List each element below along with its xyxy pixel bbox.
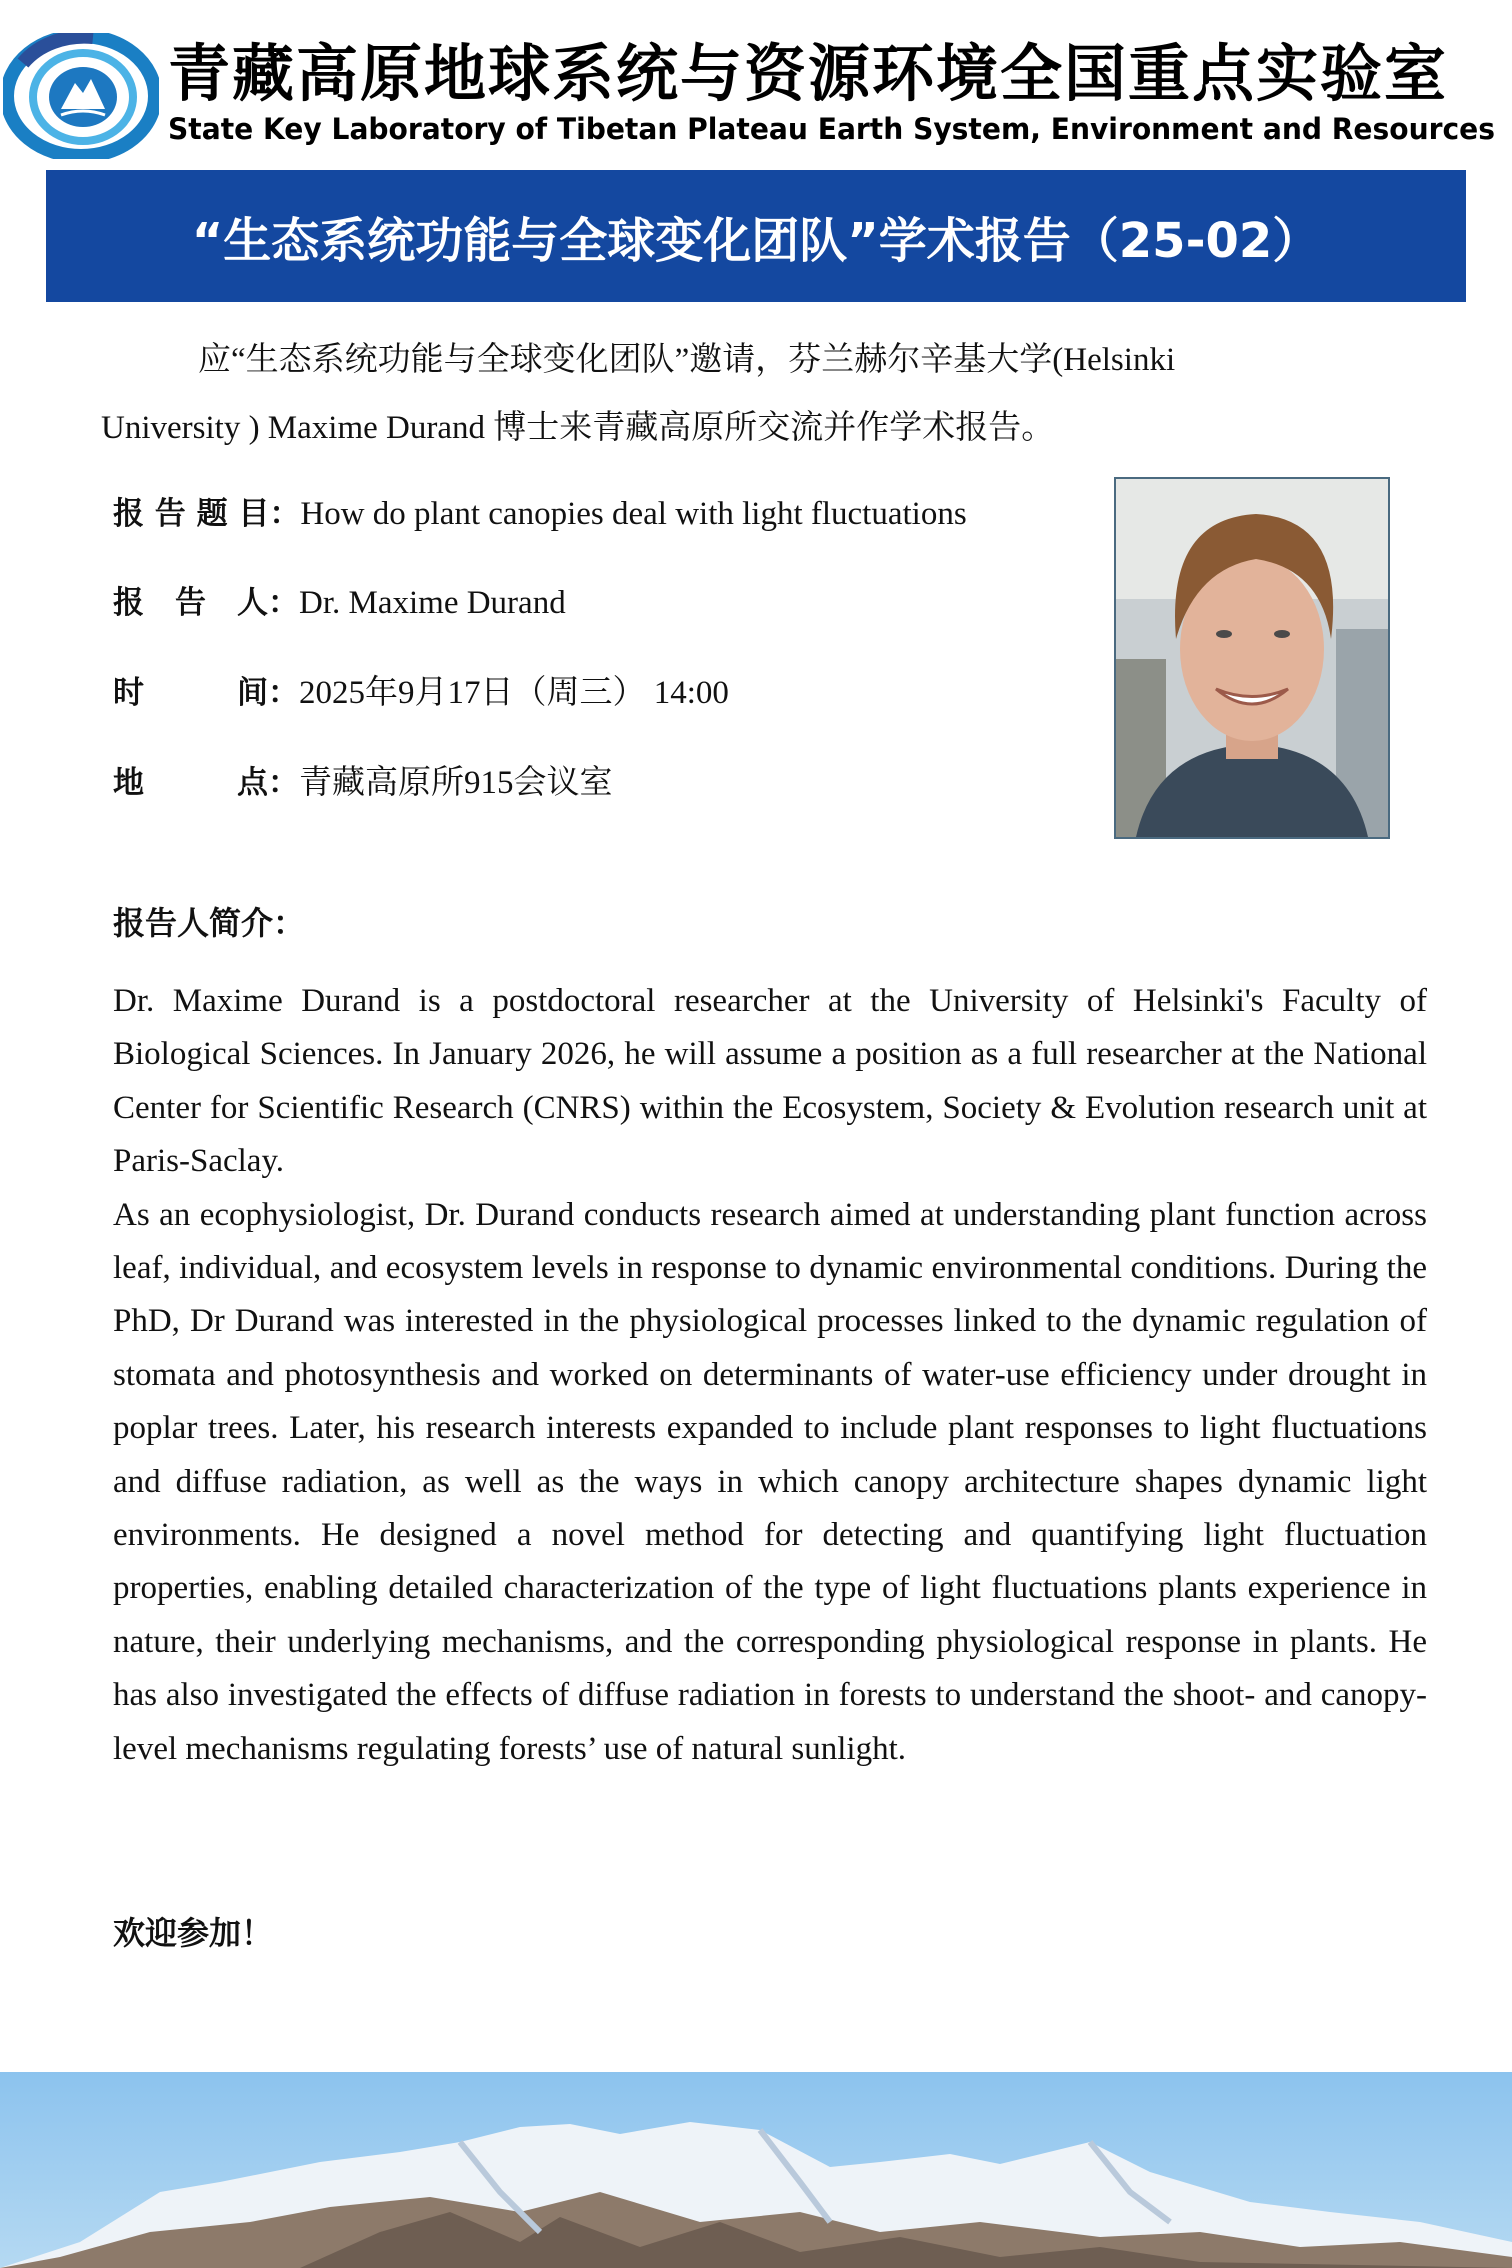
mountain-banner-image	[0, 2072, 1512, 2268]
bio-heading: 报告人简介：	[113, 904, 306, 942]
bio-text	[113, 975, 1427, 1776]
info-label: 报 告 题 目：	[113, 496, 301, 532]
info-location	[113, 761, 613, 805]
info-label: 报 告 人：	[113, 585, 299, 621]
lab-name-cn: 青藏高原地球系统与资源环境全国重点实验室	[168, 37, 1449, 110]
bio-paragraph: Dr. Maxime Durand is a postdoctoral researcher at the University of Helsinki's Faculty of Biological Sciences. In January 2026, he will assume a position as a full researcher at the National Center for Scientific Research (CNRS) within the Ecosystem, Society & Evolution research unit at Paris-Saclay.	[113, 983, 1427, 1180]
intro-line-1: 应“生态系统功能与全球变化团队”邀请，芬兰赫尔辛基大学(Helsinki	[198, 342, 1176, 378]
closing-text: 欢迎参加！	[113, 1914, 274, 1952]
info-label: 地 点：	[113, 765, 299, 801]
info-topic	[113, 492, 967, 536]
info-speaker	[113, 581, 566, 625]
lab-logo	[3, 33, 159, 159]
info-value: 青藏高原所915会议室	[299, 765, 613, 801]
info-time	[113, 671, 729, 715]
info-value: Dr. Maxime Durand	[299, 585, 566, 621]
info-label: 时 间：	[113, 675, 299, 711]
speaker-photo	[1114, 477, 1390, 839]
report-title: “生态系统功能与全球变化团队”学术报告（25-02）	[191, 212, 1321, 269]
lab-name-en: State Key Laboratory of Tibetan Plateau Earth System, Environment and Resources	[168, 112, 1495, 146]
report-banner	[46, 170, 1466, 302]
bio-paragraph: As an ecophysiologist, Dr. Durand conducts research aimed at understanding plant function across leaf, individual, and ecosystem levels in response to dynamic environmental conditions. During the PhD, Dr Durand was interested in the physiological processes linked to the dynamic regulation of stomata and photosynthesis and worked on determinants of water-use efficiency under drought in poplar trees. Later, his research interests expanded to include plant responses to light fluctuations and diffuse radiation, as well as the ways in which canopy architecture shapes dynamic light environments. He designed a novel method for detecting and quantifying light fluctuation properties, enabling detailed characterization of the type of light fluctuations plants experience in nature, their underlying mechanisms, and the corresponding physiological response in plants. He has also investigated the effects of diffuse radiation in forests to understand the shoot- and canopy-level mechanisms regulating forests’ use of natural sunlight.	[113, 1196, 1427, 1767]
intro-line-2: University ) Maxime Durand 博士来青藏高原所交流并作学术报告。	[101, 410, 1055, 446]
info-value: How do plant canopies deal with light fluctuations	[300, 496, 967, 532]
info-value: 2025年9月17日（周三） 14:00	[299, 675, 729, 711]
